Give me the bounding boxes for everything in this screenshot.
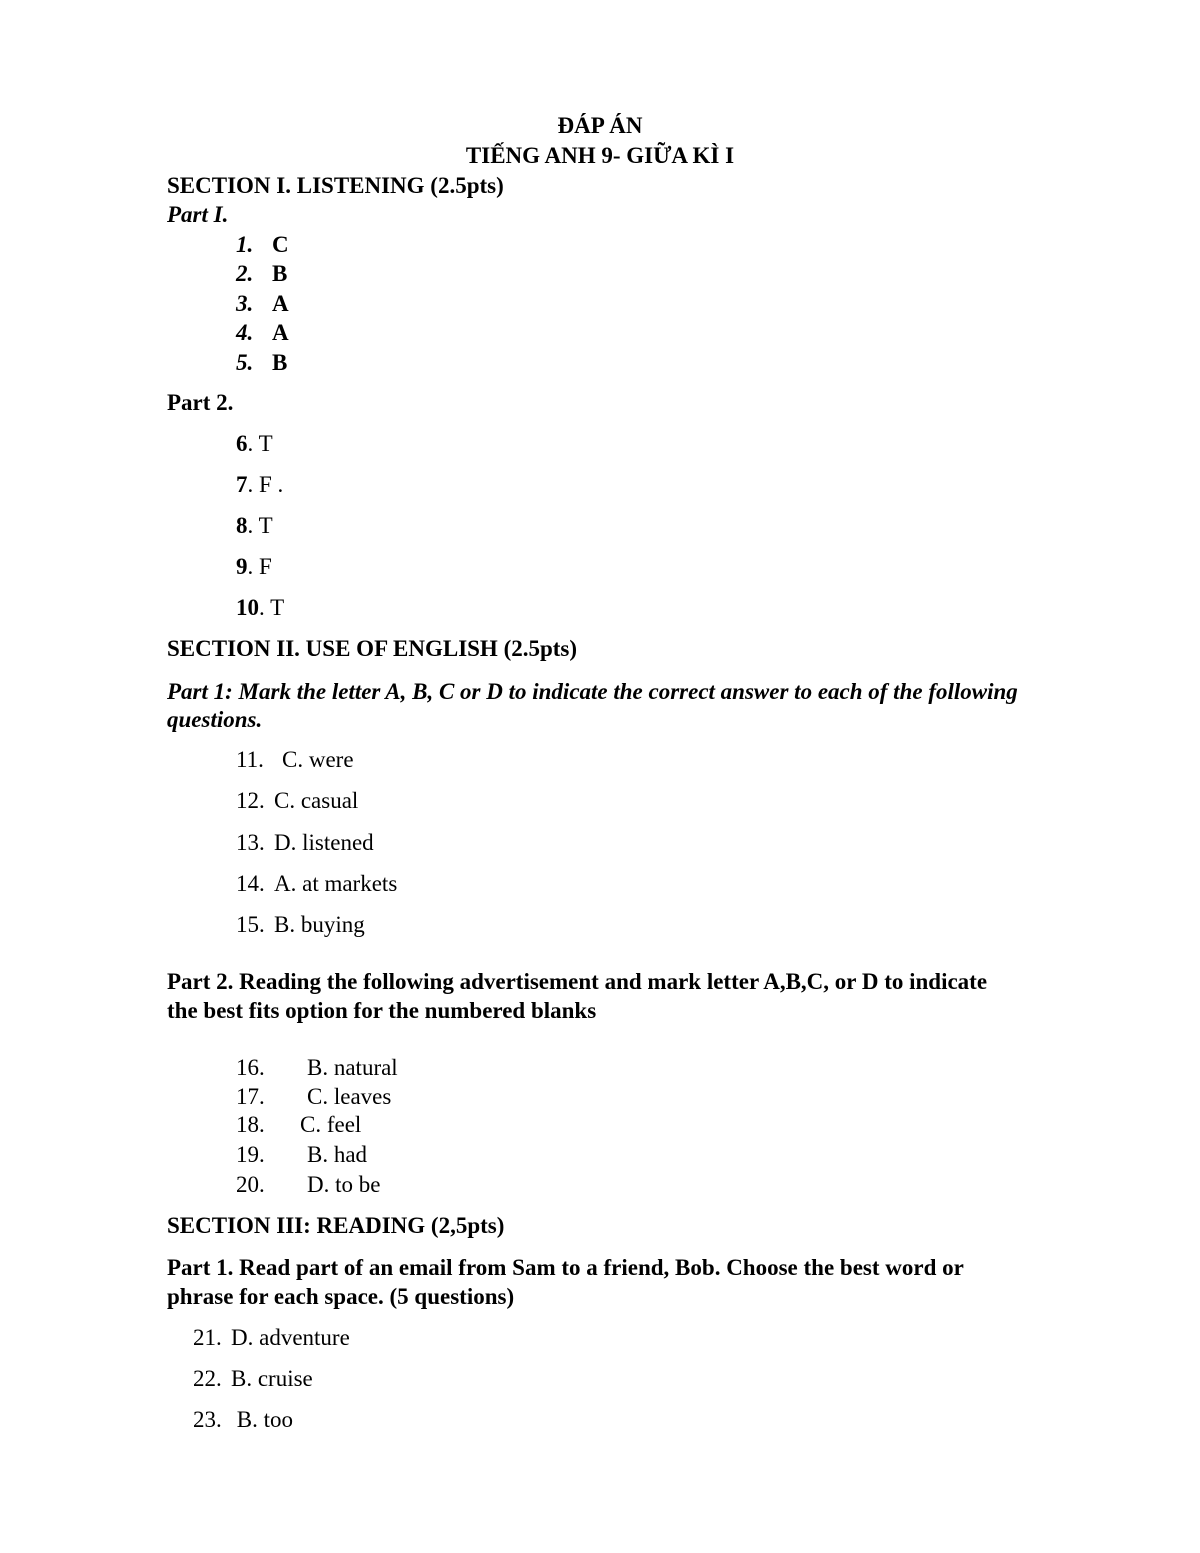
item-answer: . T [247,513,273,538]
section-2-part-2-heading-line-1: Part 2. Reading the following advertisement and mark letter A,B,C, or D to indicate [167,969,988,994]
list-item [236,319,436,347]
item-number: 7 [236,472,248,497]
item-number: 23. [193,1407,222,1432]
item-number: 14. [236,871,265,896]
list-item [236,829,536,857]
item-answer: C. were [282,747,354,772]
section-1-part-2-heading: Part 2. [167,390,234,415]
item-answer: D. to be [307,1172,381,1197]
list-item [193,1406,493,1434]
list-item [236,1054,536,1082]
section-2-part-2-heading-line-2: the best fits option for the numbered blanks [167,998,597,1023]
list-item [193,1324,493,1352]
item-answer: B. buying [274,912,365,937]
item-number: 15. [236,912,265,937]
list-item [236,594,284,622]
item-number: 21. [193,1325,222,1350]
section-3-part-1-heading-line-2: phrase for each space. (5 questions) [167,1284,515,1309]
item-number: 20. [236,1172,265,1197]
item-number: 6 [236,431,248,456]
list-item [236,231,436,259]
list-item [236,1111,536,1139]
list-item [236,553,272,581]
item-number: 9 [236,554,248,579]
item-answer: B. natural [307,1055,398,1080]
list-item [236,1141,536,1169]
item-answer: B. had [307,1142,368,1167]
item-answer: . F . [247,472,284,497]
list-item [236,290,436,318]
list-item [236,746,536,774]
section-1-part-1-heading: Part I. [167,202,229,227]
list-item [236,870,536,898]
item-answer: A [272,291,289,316]
item-number: 2. [236,261,254,286]
item-answer: C. leaves [307,1084,392,1109]
item-answer: B [272,261,288,286]
item-number: 10 [236,595,259,620]
item-answer: A [272,320,289,345]
section-2-part-1-heading-line-1: Part 1: Mark the letter A, B, C or D to indicate the correct answer to each of the following [167,679,1018,704]
list-item [193,1365,493,1393]
section-3-heading: SECTION III: READING (2,5pts) [167,1213,505,1238]
item-answer: C. casual [274,788,359,813]
item-number: 16. [236,1055,265,1080]
item-answer: C [272,232,289,257]
list-item [236,787,536,815]
item-number: 11. [236,747,264,772]
section-1-heading: SECTION I. LISTENING (2.5pts) [167,173,504,198]
item-number: 18. [236,1112,265,1137]
list-item [236,512,273,540]
section-2-part-1-heading-line-2: questions. [167,707,263,732]
item-number: 12. [236,788,265,813]
item-answer: D. adventure [231,1325,350,1350]
item-answer: . T [259,595,285,620]
item-answer: . F [247,554,272,579]
item-answer: . T [247,431,273,456]
list-item [236,260,436,288]
item-number: 1. [236,232,254,257]
item-number: 3. [236,291,254,316]
section-2-heading: SECTION II. USE OF ENGLISH (2.5pts) [167,636,578,661]
item-number: 17. [236,1084,265,1109]
item-number: 8 [236,513,248,538]
item-answer: D. listened [274,830,374,855]
list-item [236,349,436,377]
item-number: 5. [236,350,254,375]
doc-subtitle: TIẾNG ANH 9- GIỮA KÌ I [465,143,735,168]
list-item [236,471,283,499]
item-answer: B. cruise [231,1366,313,1391]
doc-title: ĐÁP ÁN [557,113,643,138]
item-answer: A. at markets [274,871,398,896]
item-answer: B. too [231,1407,293,1432]
item-number: 19. [236,1142,265,1167]
item-answer: B [272,350,288,375]
list-item [236,911,536,939]
item-number: 13. [236,830,265,855]
list-item [236,1083,536,1111]
section-3-part-1-heading-line-1: Part 1. Read part of an email from Sam to a friend, Bob. Choose the best word or [167,1255,964,1280]
list-item [236,430,273,458]
item-number: 22. [193,1366,222,1391]
item-answer: C. feel [300,1112,362,1137]
item-number: 4. [236,320,254,345]
list-item [236,1171,536,1199]
